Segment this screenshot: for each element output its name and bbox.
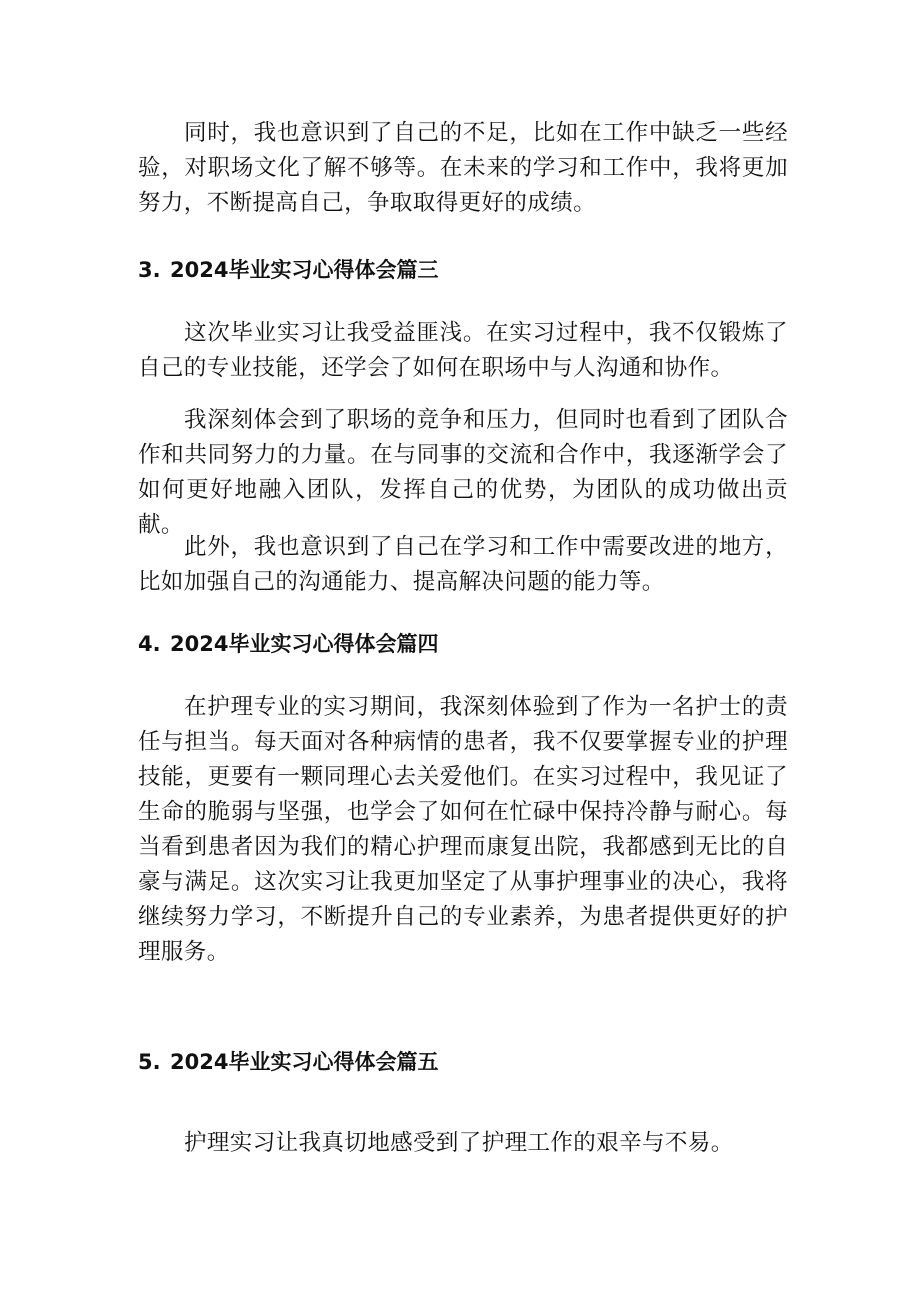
section-number: 3. — [138, 258, 161, 282]
paragraph-shortcomings: 同时，我也意识到了自己的不足，比如在工作中缺乏一些经验，对职场文化了解不够等。在未来的学习和工作中，我将更加努力，不断提高自己，争取取得更好的成绩。 — [138, 120, 788, 216]
section-title: 2024毕业实习心得体会篇三 — [170, 258, 439, 282]
section-number: 4. — [138, 632, 161, 656]
paragraph-section3-3: 此外，我也意识到了自己在学习和工作中需要改进的地方，比如加强自己的沟通能力、提高解决问题的能力等。 — [138, 534, 788, 595]
section-number: 5. — [138, 1050, 161, 1074]
paragraph-section5-1: 护理实习让我真切地感受到了护理工作的艰辛与不易。 — [184, 1130, 734, 1156]
paragraph-section4-1: 在护理专业的实习期间，我深刻体验到了作为一名护士的责任与担当。每天面对各种病情的患者，我不仅要掌握专业的护理技能，更要有一颗同理心去关爱他们。在实习过程中，我见证了生命的脆弱与坚强，也学会了如何在忙碌中保持冷静与耐心。每当看到患者因为我们的精心护理而康复出院，我都感到无比的自豪与满足。这次实习让我更加坚定了从事护理事业的决心，我将继续努力学习，不断提升自己的专业素养，为患者提供更好的护理服务。 — [138, 694, 788, 965]
section-heading-3 — [138, 254, 788, 286]
section-heading-5 — [138, 1046, 788, 1078]
section-title: 2024毕业实习心得体会篇五 — [170, 1050, 439, 1074]
section-title: 2024毕业实习心得体会篇四 — [170, 632, 439, 656]
paragraph-section3-1: 这次毕业实习让我受益匪浅。在实习过程中，我不仅锻炼了自己的专业技能，还学会了如何在职场中与人沟通和协作。 — [138, 320, 788, 381]
paragraph-section3-2: 我深刻体会到了职场的竞争和压力，但同时也看到了团队合作和共同努力的力量。在与同事的交流和合作中，我逐渐学会了如何更好地融入团队，发挥自己的优势，为团队的成功做出贡献。 — [138, 407, 788, 538]
section-heading-4 — [138, 628, 788, 660]
